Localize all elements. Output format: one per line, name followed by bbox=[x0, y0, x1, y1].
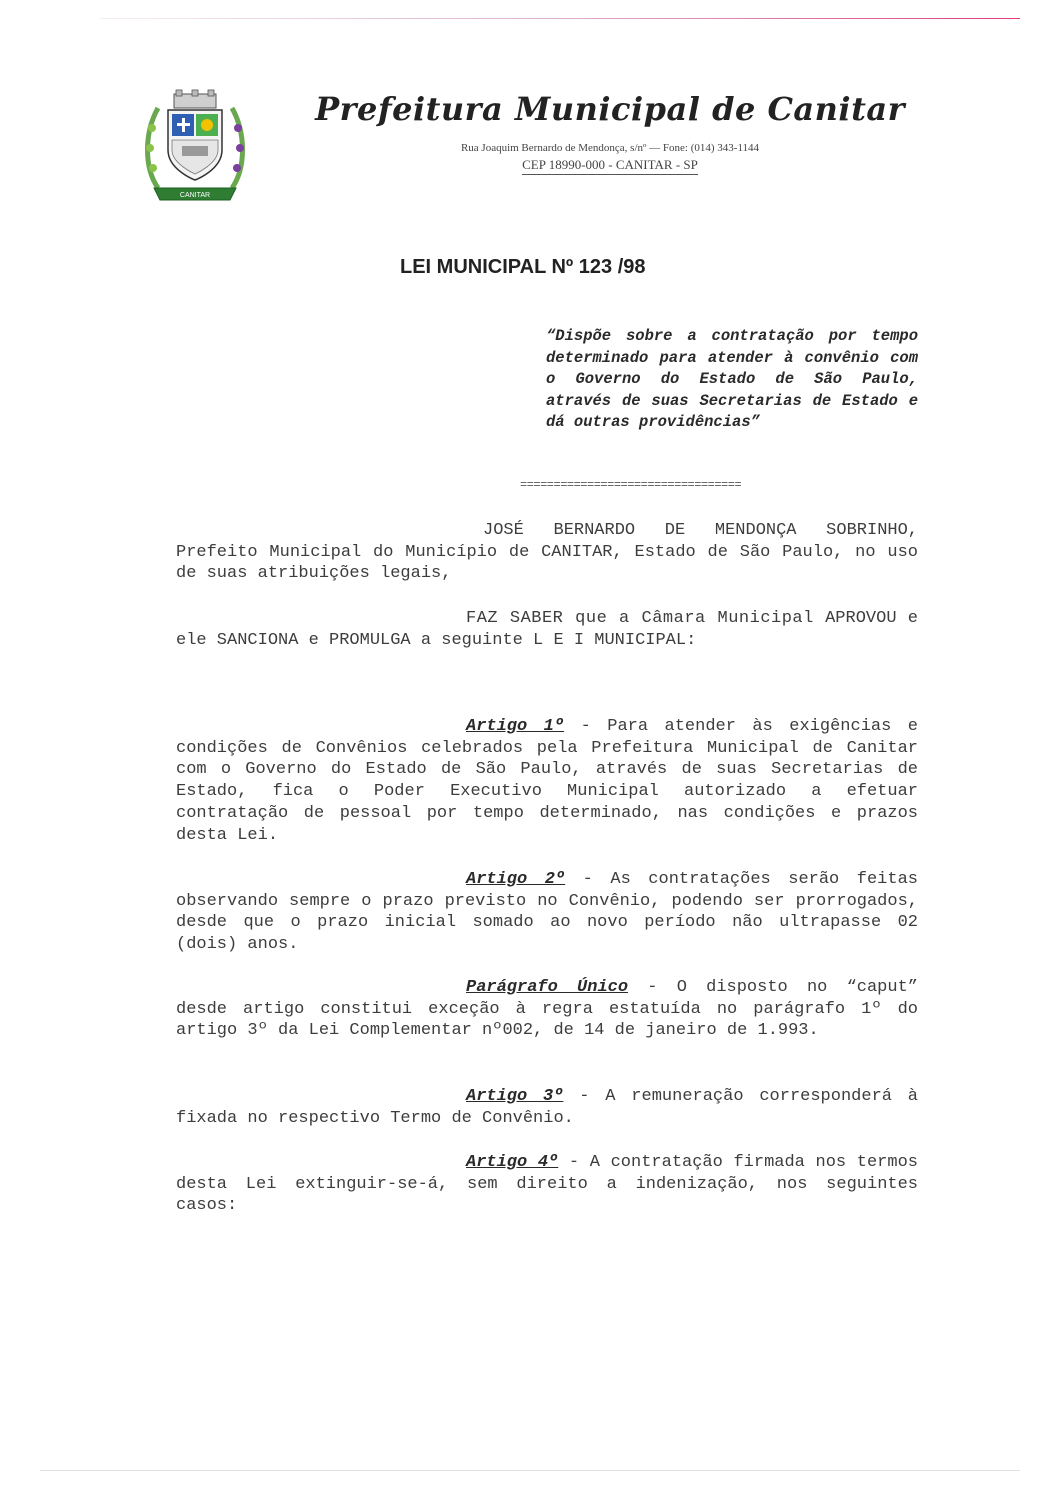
sole-paragraph bbox=[176, 977, 918, 1042]
letterhead-title: Prefeitura Municipal de Canitar bbox=[315, 90, 905, 128]
law-summary: “Dispõe sobre a contratação por tempo determinado para atender à convênio com o Governo do Estado de São Paulo, através de suas Secretarias de Estado e dá outras providências” bbox=[546, 327, 918, 431]
enactment-paragraph bbox=[176, 608, 918, 651]
article-label: Artigo 4º bbox=[466, 1153, 559, 1172]
article-text: - As contratações serão feitas observando sempre o prazo previsto no Convênio, podendo ser prorrogados, desde que o prazo inicial somado ao novo período não ultrapasse 02 (dois) anos. bbox=[176, 870, 918, 955]
letterhead-cep: CEP 18990-000 - CANITAR - SP bbox=[522, 157, 698, 175]
article-label: Artigo 3º bbox=[466, 1087, 564, 1106]
article-text: - Para atender às exigências e condições de Convênios celebrados pela Prefeitura Municipal de Canitar com o Governo do Estado de São Paulo, através de suas Secretarias de Estado, fica o Poder Executivo Municipal autorizado a efetuar contratação de pessoal por tempo determinado, nas condições e prazos desta Lei. bbox=[176, 717, 918, 845]
svg-text:CANITAR: CANITAR bbox=[179, 192, 211, 199]
article-label: Artigo 2º bbox=[466, 870, 566, 889]
article-label: Artigo 1º bbox=[466, 717, 565, 736]
mayor-name: JOSÉ BERNARDO DE MENDONÇA SOBRINHO, bbox=[483, 521, 918, 540]
top-edge-line bbox=[100, 18, 1020, 19]
law-title: LEI MUNICIPAL Nº 123 /98 bbox=[400, 256, 646, 278]
article-text: - A contratação firmada nos termos desta Lei extinguir-se-á, sem direito a indenização, nos seguintes casos: bbox=[176, 1153, 918, 1216]
article-4 bbox=[176, 1152, 918, 1217]
coat-of-arms-icon bbox=[140, 88, 250, 208]
letterhead bbox=[260, 90, 960, 175]
separator-line: ================================= bbox=[520, 478, 742, 492]
article-3 bbox=[176, 1086, 918, 1129]
preamble-text: Prefeito Municipal do Município de CANITAR, Estado de São Paulo, no uso de suas atribuições legais, bbox=[176, 542, 918, 584]
bottom-edge-line bbox=[40, 1470, 1020, 1471]
letterhead-address: Rua Joaquim Bernardo de Mendonça, s/nº — Fone: (014) 343-1144 bbox=[460, 142, 760, 154]
article-text: - A remuneração corresponderá à fixada no respectivo Termo de Convênio. bbox=[176, 1087, 918, 1128]
enactment-lead: FAZ SABER que a Câmara Municipal bbox=[466, 609, 814, 628]
paragraph-label: Parágrafo Único bbox=[466, 978, 629, 997]
enactment-text: APROVOU e ele SANCIONA e PROMULGA a seguinte L E I MUNICIPAL: bbox=[176, 609, 918, 650]
preamble-paragraph bbox=[176, 520, 918, 585]
paragraph-text: - O disposto no “caput” desde artigo constitui exceção à regra estatuída no parágrafo 1º do artigo 3º da Lei Complementar nº002, de 14 de janeiro de 1.993. bbox=[176, 978, 918, 1041]
article-2 bbox=[176, 869, 918, 956]
article-1 bbox=[176, 716, 918, 846]
